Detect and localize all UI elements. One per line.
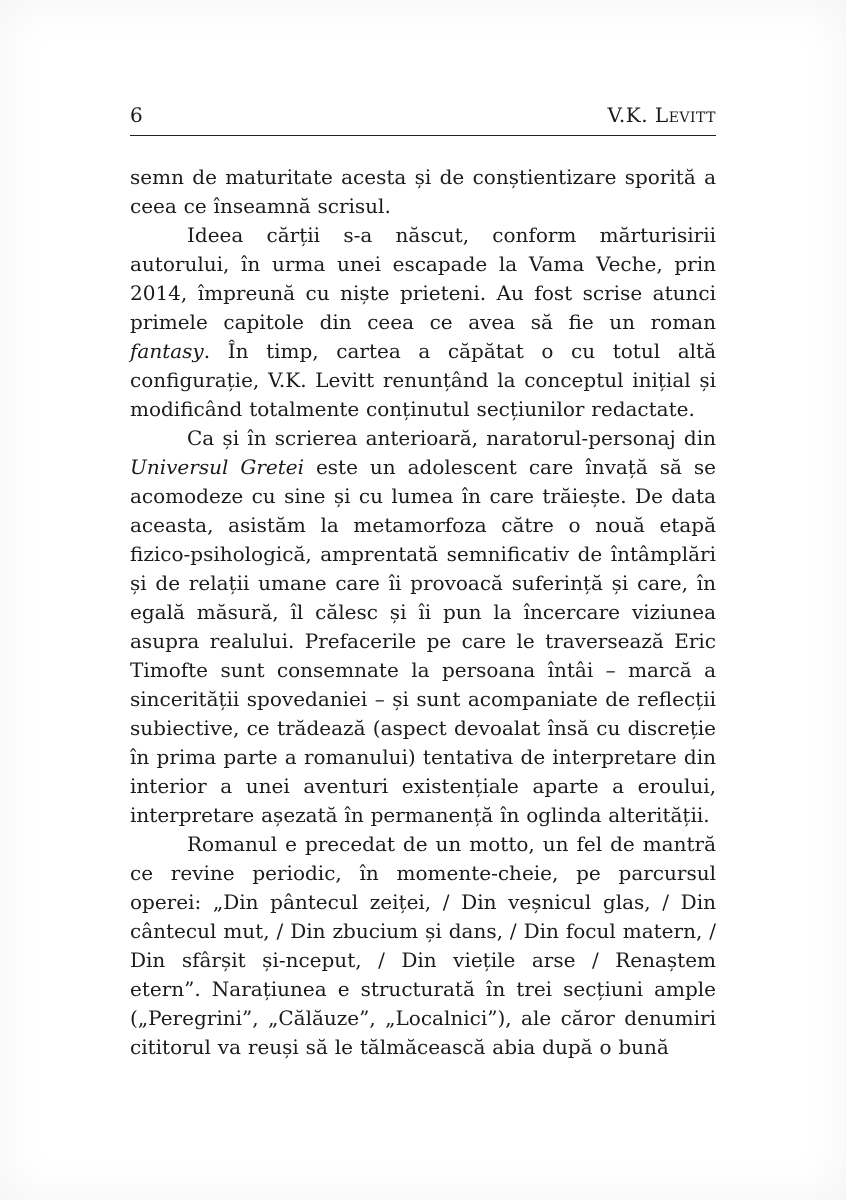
running-header-author: V.K. Levitt: [607, 103, 716, 127]
text-run: . În timp, cartea a căpătat o cu totul altă configurație, V.K. Levitt renunțând la conceptul inițial și modificând totalmente conținutul secțiunilor redactate.: [130, 339, 716, 421]
header-rule: [130, 135, 716, 136]
page-number: 6: [130, 103, 143, 127]
text-run: Ca și în scrierea anterioară, naratorul-personaj din: [187, 426, 716, 450]
text-run: Ideea cărții s-a născut, conform mărturisirii autorului, în urma unei escapade la Vama Veche, prin 2014, împreună cu niște prieteni. Au fost scrise atunci primele capitole din ceea ce avea să fie un roman: [130, 223, 716, 334]
text-run: este un adolescent care învață să se acomodeze cu sine și cu lumea în care trăiește. De data aceasta, asistăm la metamorfoza către o nouă etapă fizico-psihologică, amprentată semnificativ de întâmplări și de relații umane care îi provoacă suferință și care, în egală măsură, îl călesc și îi pun la încercare viziunea asupra realului. Prefacerile pe care le traversează Eric Timofte sunt consemnate la persoana întâi – marcă a sincerității spovedaniei – și sunt acompaniate de reflecții subiective, ce trădează (aspect devoalat însă cu discreție în prima parte a romanului) tentativa de interpretare din interior a unei aventuri existențiale aparte a eroului, interpretare așezată în permanență în oglinda alterității.: [130, 455, 716, 827]
paragraph: [130, 221, 716, 424]
text-run: semn de maturitate acesta și de conștientizare sporită a ceea ce înseamnă scrisul.: [130, 165, 716, 218]
paragraph: [130, 424, 716, 830]
running-header: [130, 102, 716, 135]
page-body: [130, 163, 716, 1062]
paragraph: [130, 830, 716, 1062]
text-run: Romanul e precedat de un motto, un fel de mantră ce revine periodic, în momente-cheie, pe parcursul operei: „Din pântecul zeiței, / Din veșnicul glas, / Din cântecul mut, / Din zbucium și dans, / Din focul matern, / Din sfârșit și-nceput, / Din viețile arse / Renaștem etern”. Narațiunea e structurată în trei secțiuni ample („Peregrini”, „Călăuze”, „Localnici”), ale căror denumiri cititorul va reuși să le tălmăcească abia după o bună: [130, 832, 716, 1059]
italic-text-run: Universul Gretei: [130, 455, 304, 479]
italic-text-run: fantasy: [130, 339, 204, 363]
paragraph: [130, 163, 716, 221]
